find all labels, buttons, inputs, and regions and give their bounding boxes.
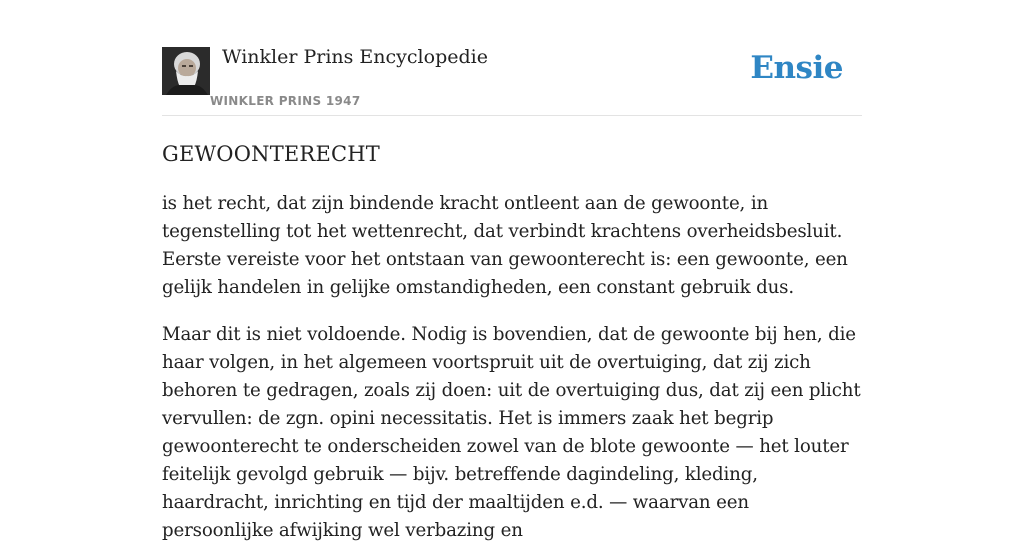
avatar[interactable] <box>162 47 210 95</box>
source-subtitle: WINKLER PRINS 1947 <box>210 94 361 108</box>
source-title[interactable]: Winkler Prins Encyclopedie <box>222 46 488 68</box>
article-page <box>162 0 862 541</box>
article-title: GEWOONTERECHT <box>162 142 380 166</box>
article-paragraph: Maar dit is niet voldoende. Nodig is bovendien, dat de gewoonte bij hen, die haar volgen, in het algemeen voortspruit uit de overtuiging, dat zij zich behoren te gedragen, zoals zij doen: uit de overtuiging dus, dat zij een plicht vervullen: de zgn. opini necessitatis. Het is immers zaak het begrip gewoonterecht te onderscheiden zowel van de blote gewoonte — het louter feitelijk gevolgd gebruik — bijv. betreffende dagindeling, kleding, haardracht, inrichting en tijd der maaltijden e.d. — waarvan een persoonlijke afwijking wel verbazing en <box>162 324 861 541</box>
ensie-logo[interactable]: Ensie <box>750 50 843 86</box>
source-header <box>162 0 862 116</box>
article-paragraph: is het recht, dat zijn bindende kracht ontleent aan de gewoonte, in tegenstelling tot het wettenrecht, dat verbindt krachtens overheidsbesluit. Eerste vereiste voor het ontstaan van gewoonterecht is: een gewoonte, een gelijk handelen in gelijke omstandigheden, een constant gebruik dus. <box>162 193 848 298</box>
bearded-man-portrait-icon <box>162 47 210 95</box>
